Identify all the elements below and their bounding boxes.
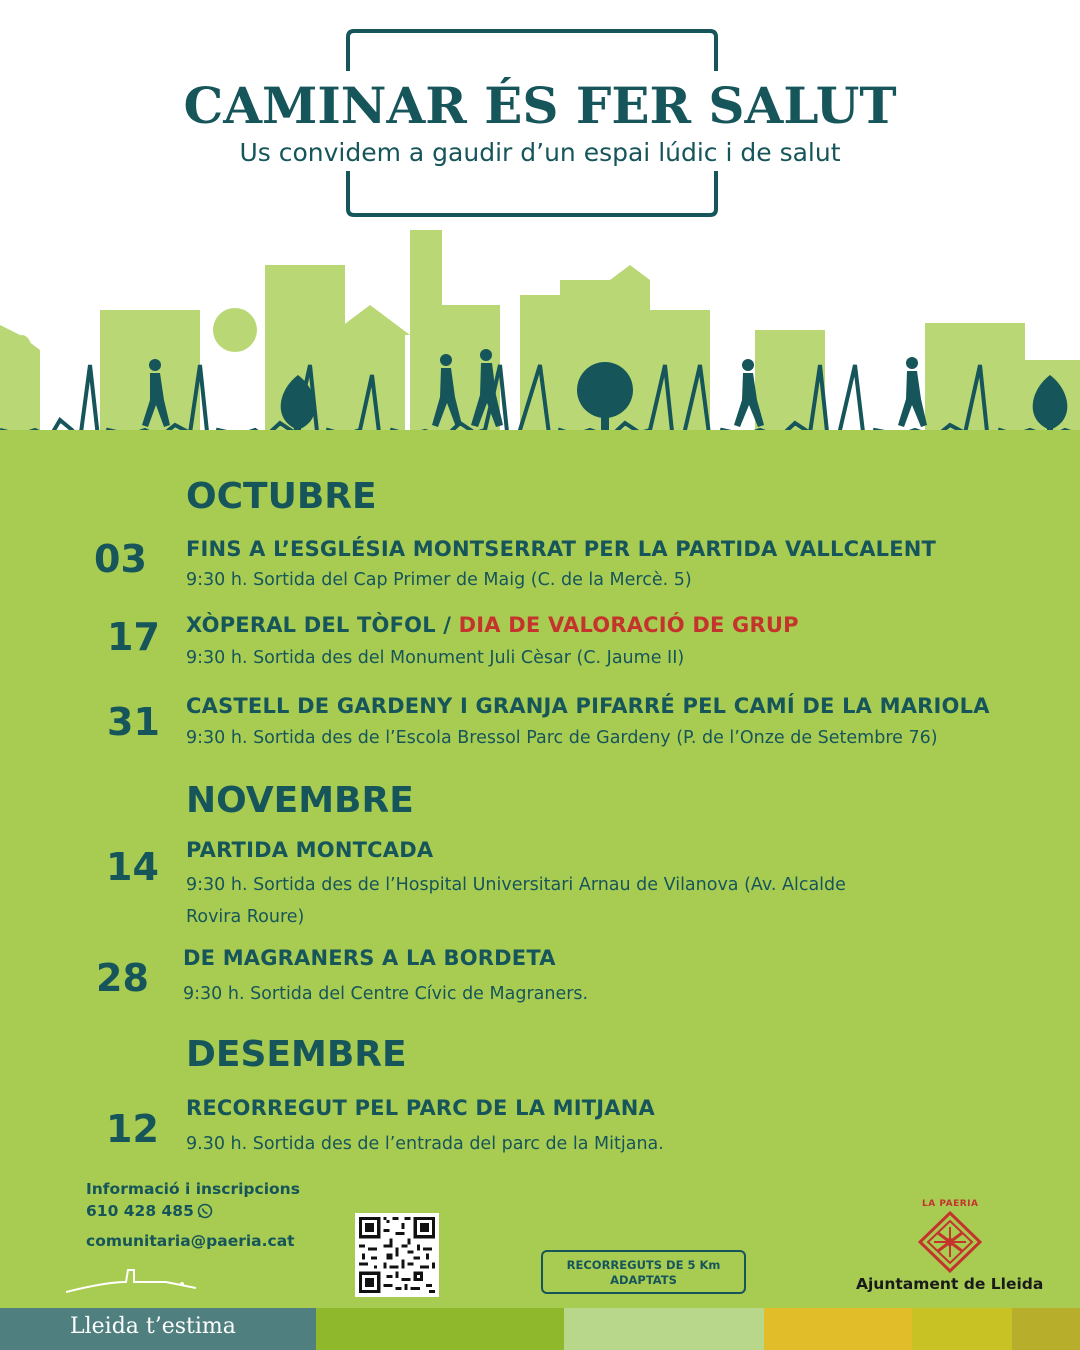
badge-line2: ADAPTATS [610, 1273, 677, 1287]
event-description: 9:30 h. Sortida des del Monument Juli Cèsar (C. Jaume II) [186, 648, 685, 668]
footer-segment [564, 1308, 764, 1350]
footer-segment [316, 1308, 564, 1350]
event-day: 17 [107, 615, 160, 659]
footer-segment-brand [0, 1308, 316, 1350]
month-heading-novembre: NOVEMBRE [186, 780, 414, 821]
event-title: FINS A L’ESGLÉSIA MONTSERRAT PER LA PARTIDA VALLCALENT [186, 537, 937, 561]
event-description-continued: Rovira Roure) [186, 907, 305, 927]
event-day: 31 [107, 700, 160, 744]
paeria-label: LA PAERIA [922, 1199, 979, 1209]
footer-color-bar [0, 1308, 1080, 1350]
lleida-skyline-logo [66, 1264, 196, 1294]
ajuntament-name: Ajuntament de Lleida [856, 1275, 1044, 1293]
event-description: 9:30 h. Sortida des de l’Escola Bressol Parc de Gardeny (P. de l’Onze de Setembre 76) [186, 728, 938, 748]
contact-phone[interactable] [86, 1202, 213, 1220]
event-day: 03 [94, 537, 147, 581]
paeria-shield-icon [918, 1211, 982, 1273]
event-description: 9:30 h. Sortida des de l’Hospital Universitari Arnau de Vilanova (Av. Alcalde [186, 875, 846, 895]
event-day: 28 [96, 956, 149, 1000]
event-title-main: XÒPERAL DEL TÒFOL / [186, 613, 452, 637]
page-subtitle: Us convidem a gaudir d’un espai lúdic i de salut [239, 138, 841, 167]
contact-email[interactable]: comunitaria@paeria.cat [86, 1232, 295, 1250]
month-heading-octubre: OCTUBRE [186, 476, 377, 517]
event-description: 9.30 h. Sortida des de l’entrada del parc de la Mitjana. [186, 1134, 664, 1154]
event-title: PARTIDA MONTCADA [186, 838, 434, 862]
event-description: 9:30 h. Sortida del Centre Cívic de Magraners. [183, 984, 589, 1004]
event-title-highlight: DIA DE VALORACIÓ DE GRUP [451, 613, 799, 637]
footer-segment [912, 1308, 1012, 1350]
footer-brand: Lleida t’estima [70, 1314, 236, 1339]
footer-segment [764, 1308, 912, 1350]
event-description: 9:30 h. Sortida del Cap Primer de Maig (C. de la Mercè. 5) [186, 570, 692, 590]
event-day: 12 [106, 1107, 159, 1151]
month-heading-desembre: DESEMBRE [186, 1034, 407, 1075]
qr-code[interactable] [355, 1213, 439, 1297]
footer-segment [1012, 1308, 1080, 1350]
badge-line1: RECORREGUTS DE 5 Km [566, 1258, 721, 1272]
event-title: RECORREGUT PEL PARC DE LA MITJANA [186, 1096, 655, 1120]
whatsapp-icon [197, 1203, 213, 1219]
event-title: DE MAGRANERS A LA BORDETA [183, 946, 556, 970]
content-background [0, 430, 1080, 1308]
page-title: CAMINAR ÉS FER SALUT [183, 76, 897, 135]
event-title [186, 613, 799, 637]
event-title: CASTELL DE GARDENY I GRANJA PIFARRÉ PEL CAMÍ DE LA MARIOLA [186, 694, 990, 718]
routes-adapted-badge [541, 1250, 746, 1294]
event-day: 14 [106, 845, 159, 889]
contact-label: Informació i inscripcions [86, 1180, 300, 1198]
phone-number: 610 428 485 [86, 1202, 194, 1220]
